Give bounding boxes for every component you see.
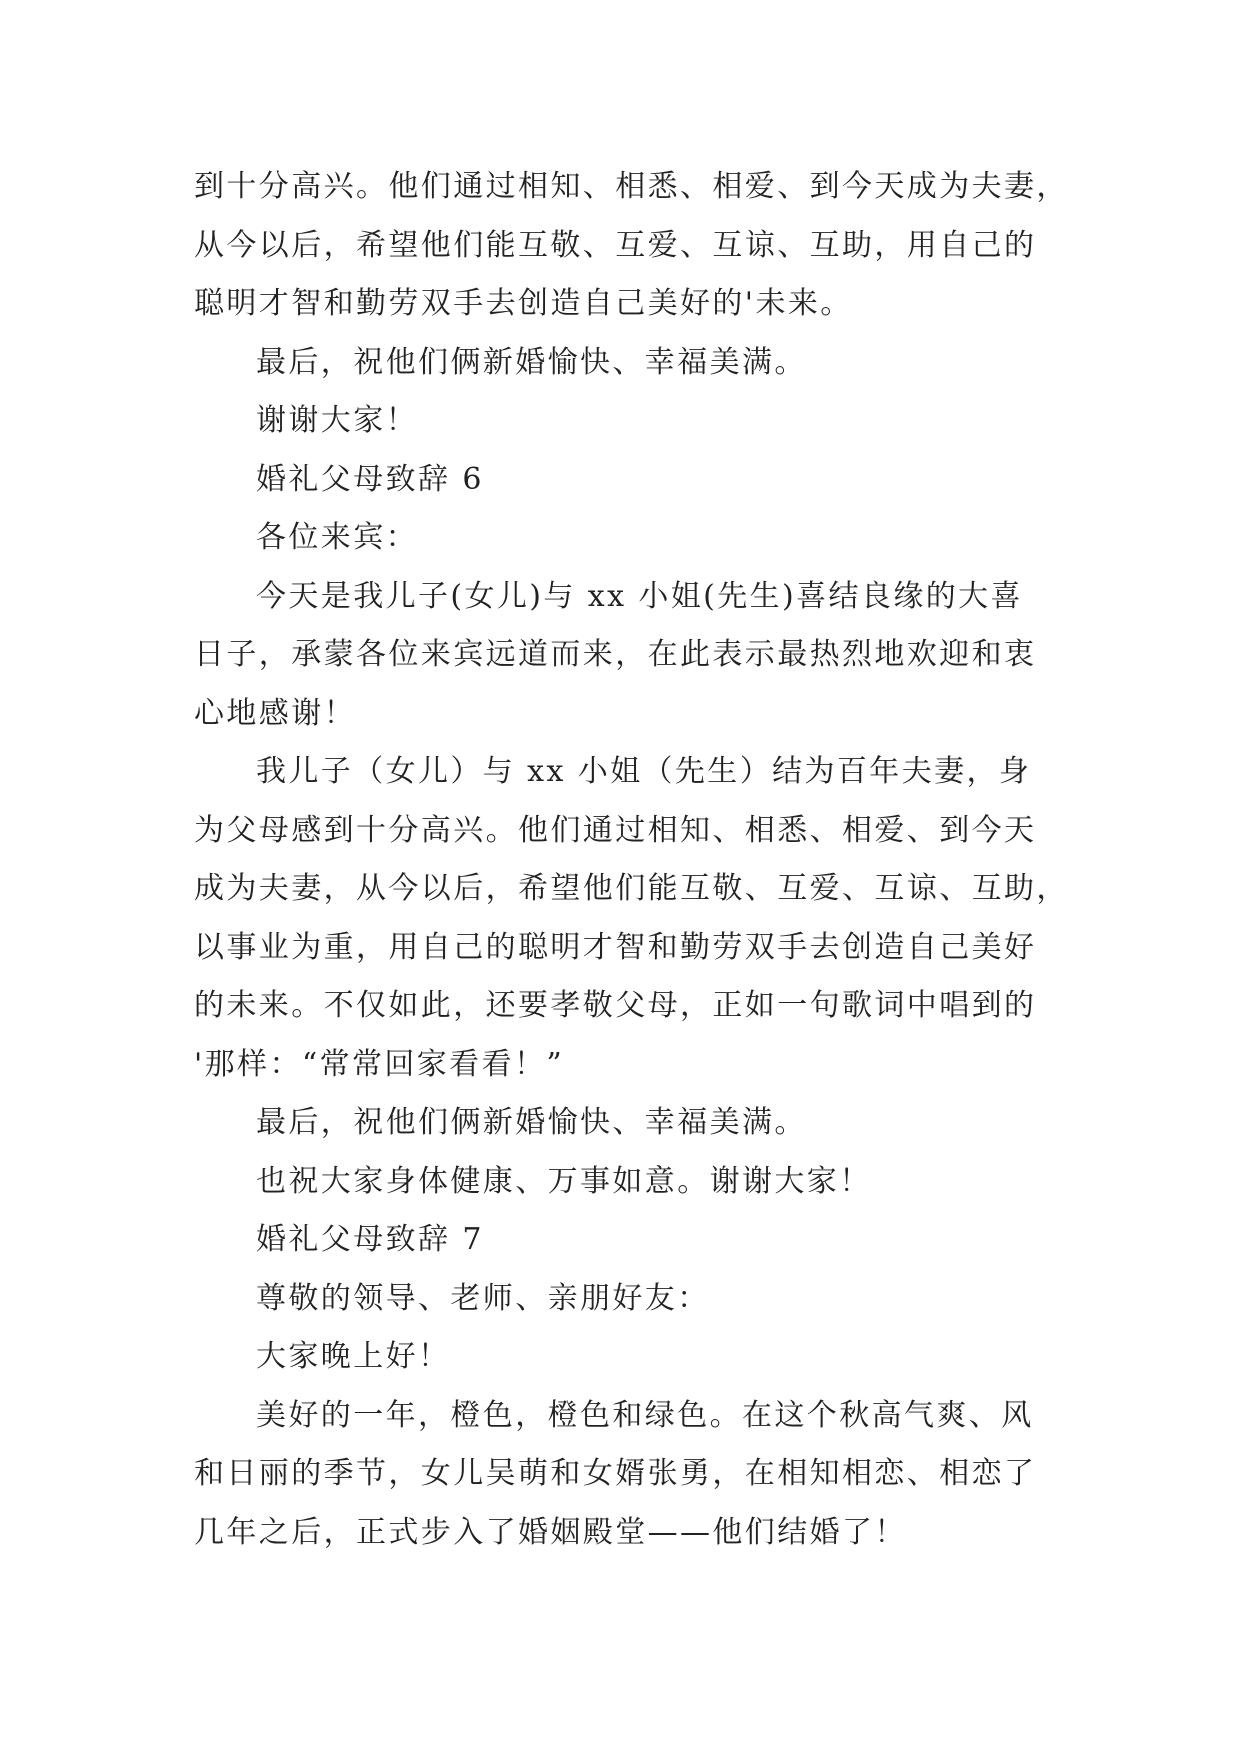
paragraph-story [194,1387,1060,1563]
text-line: 我儿子（女儿）与 xx 小姐（先生）结为百年夫妻，身 [256,754,1032,789]
text-line: 几年之后，正式步入了婚姻殿堂——他们结婚了！ [194,1514,907,1550]
section-heading-7 [194,1211,1060,1270]
paragraph-greeting [194,1328,1060,1387]
paragraph-welcome [194,568,1060,744]
text-line: 心地感谢！ [194,695,356,731]
text-line: 的未来。不仅如此，还要孝敬父母，正如一句歌词中唱到的 [194,988,1037,1023]
document-body [194,158,1069,1562]
heading-text: 婚礼父母致辞 6 [256,461,484,497]
paragraph-closing [194,1153,1060,1212]
paragraph-salutation [194,509,1060,568]
heading-text: 婚礼父母致辞 7 [256,1222,484,1257]
text-line: 各位来宾： [256,520,418,555]
text-line: 尊敬的领导、老师、亲朋好友： [256,1280,710,1316]
paragraph-salutation [194,1270,1060,1329]
text-line: 以事业为重，用自己的聪明才智和勤劳双手去创造自己美好 [194,929,1037,965]
text-line: 日子，承蒙各位来宾远道而来，在此表示最热烈地欢迎和衷 [194,637,1037,672]
section-heading-6 [194,451,1060,510]
text-line: 最后，祝他们俩新婚愉快、幸福美满。 [256,344,807,380]
text-line: 成为夫妻，从今以后，希望他们能互敬、互爱、互谅、互助， [194,871,1069,906]
text-line: 聪明才智和勤劳双手去创造自己美好的'未来。 [194,286,853,321]
paragraph-continuation [194,158,1069,334]
text-line: 从今以后，希望他们能互敬、互爱、互谅、互助，用自己的 [194,227,1037,263]
text-line: 和日丽的季节，女儿吴萌和女婿张勇，在相知相恋、相恋了 [194,1456,1037,1491]
text-line: 到十分高兴。他们通过相知、相悉、相爱、到今天成为夫妻， [194,169,1069,204]
text-line: 谢谢大家！ [256,403,418,438]
text-line: '那样：“常常回家看看！” [194,1046,565,1082]
text-line: 也祝大家身体健康、万事如意。谢谢大家！ [256,1163,872,1199]
text-line: 今天是我儿子(女儿)与 xx 小姐(先生)喜结良缘的大喜 [256,578,1023,614]
text-line: 美好的一年，橙色，橙色和绿色。在这个秋高气爽、风 [256,1397,1034,1433]
paragraph-blessing [194,1094,1060,1153]
paragraph-wishes [194,743,1069,1094]
paragraph-blessing [194,334,1060,393]
text-line: 最后，祝他们俩新婚愉快、幸福美满。 [256,1105,807,1140]
text-line: 为父母感到十分高兴。他们通过相知、相悉、相爱、到今天 [194,812,1037,848]
text-line: 大家晚上好！ [256,1339,451,1374]
paragraph-thanks [194,392,1060,451]
